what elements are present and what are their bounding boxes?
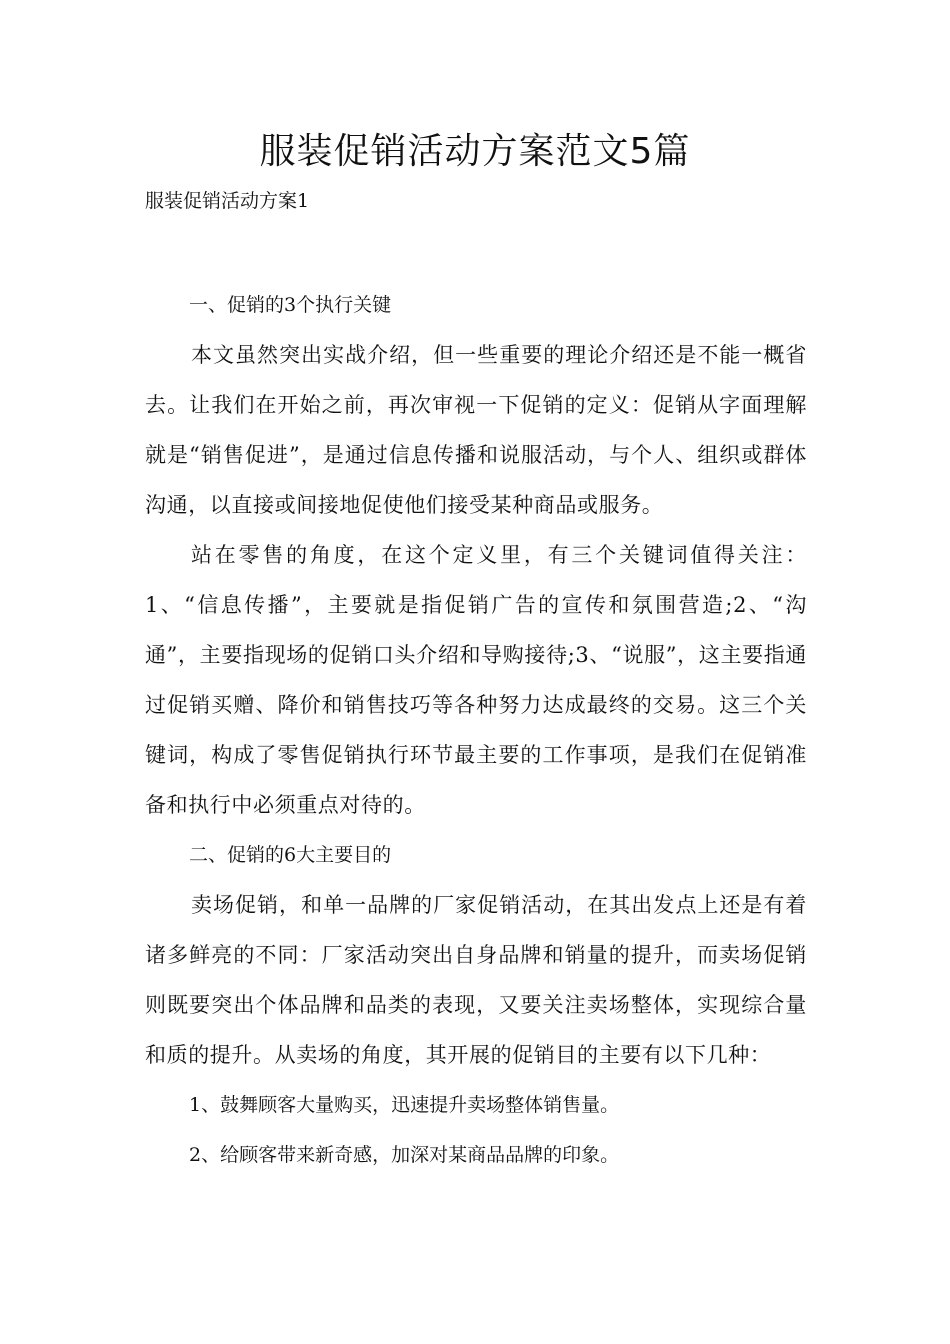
paragraph: 卖场促销，和单一品牌的厂家促销活动，在其出发点上还是有着诸多鲜亮的不同：厂家活动突出自身品牌和销量的提升，而卖场促销则既要突出个体品牌和品类的表现，又要关注卖场整体，实现综合量和质的提升。从卖场的角度，其开展的促销目的主要有以下几种： — [145, 893, 807, 1067]
paragraph: 本文虽然突出实战介绍，但一些重要的理论介绍还是不能一概省去。让我们在开始之前，再次审视一下促销的定义：促销从字面理解就是“销售促进”，是通过信息传播和说服活动，与个人、组织或群体沟通，以直接或间接地促使他们接受某种商品或服务。 — [145, 343, 807, 517]
document-subtitle: 服装促销活动方案1 — [145, 190, 310, 212]
section-heading: 二、促销的6大主要目的 — [189, 844, 392, 866]
document-body — [145, 280, 807, 1180]
list-item: 1、鼓舞顾客大量购买，迅速提升卖场整体销售量。 — [189, 1094, 620, 1116]
section-heading: 一、促销的3个执行关键 — [189, 294, 392, 316]
list-item: 2、给顾客带来新奇感，加深对某商品品牌的印象。 — [189, 1144, 620, 1166]
paragraph: 站在零售的角度，在这个定义里，有三个关键词值得关注：1、“信息传播”，主要就是指促销广告的宣传和氛围营造;2、“沟通”，主要指现场的促销口头介绍和导购接待;3、“说服”，这主要指通过促销买赠、降价和销售技巧等各种努力达成最终的交易。这三个关键词，构成了零售促销执行环节最主要的工作事项，是我们在促销准备和执行中必须重点对待的。 — [145, 543, 807, 817]
document-title: 服装促销活动方案范文5篇 — [259, 131, 691, 172]
